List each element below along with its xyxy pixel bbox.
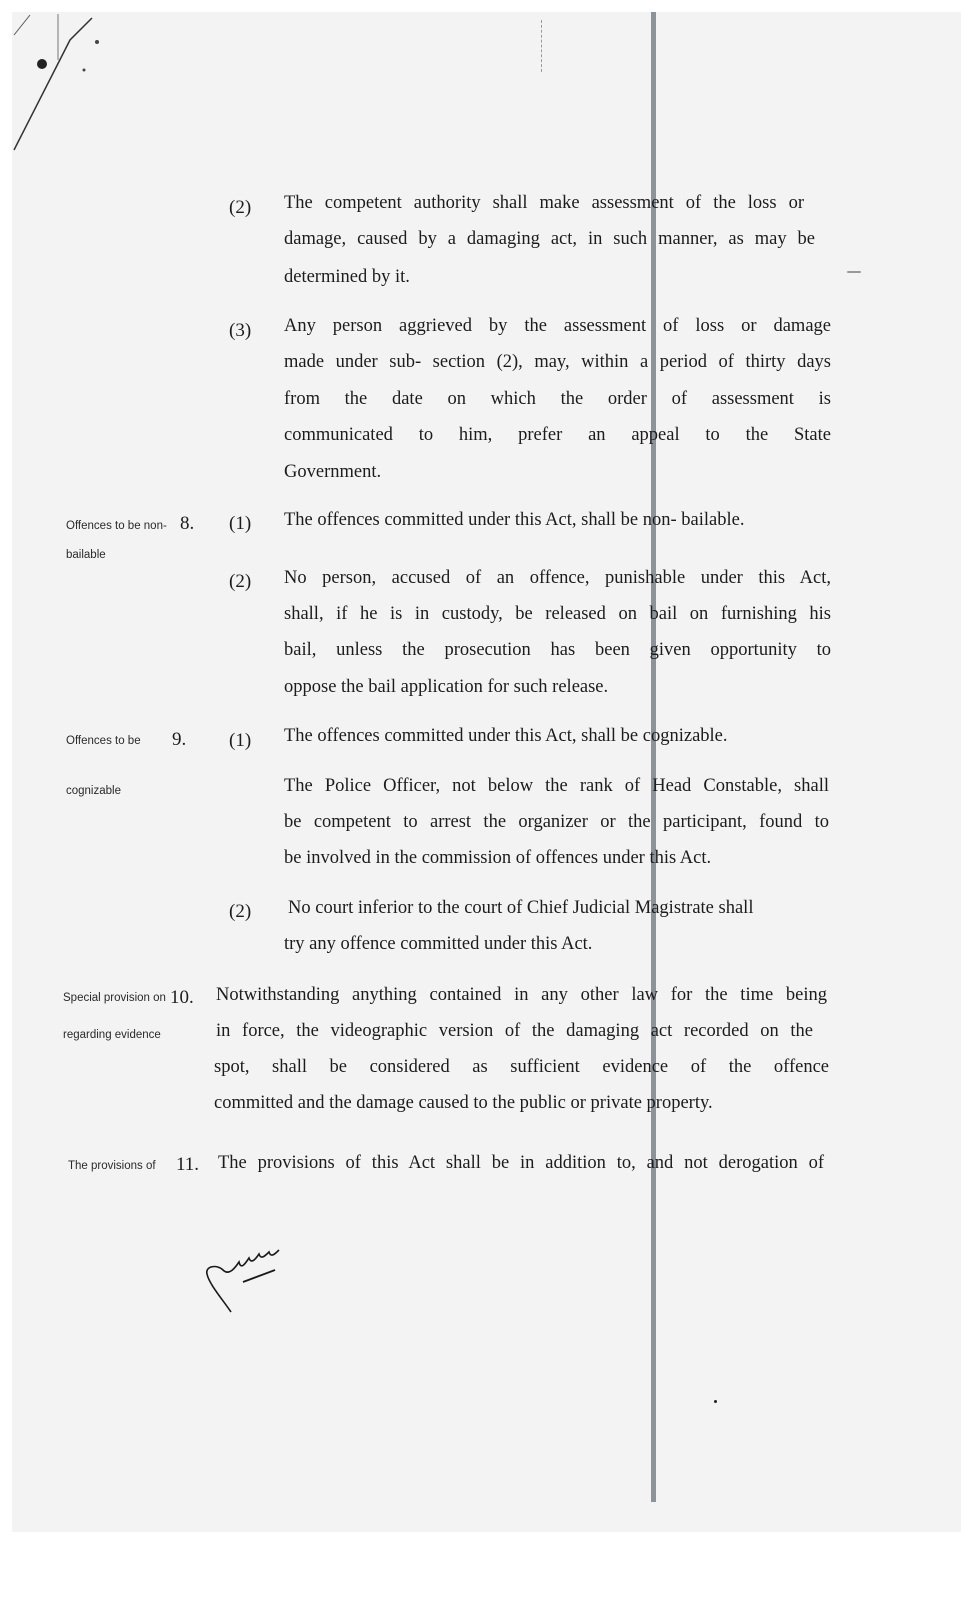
text-line: committed and the damage caused to the public or private property. bbox=[214, 1093, 713, 1113]
text-line: No person, accused of an offence, punishable under this Act, bbox=[284, 568, 831, 588]
margin-note: cognizable bbox=[66, 785, 121, 797]
text-line: damage, caused by a damaging act, in such manner, as may be bbox=[284, 229, 815, 249]
text-line: The competent authority shall make assessment of the loss or bbox=[284, 193, 804, 213]
fold-mark bbox=[541, 20, 543, 72]
text-line: oppose the bail application for such release. bbox=[284, 677, 609, 697]
text-line: in force, the videographic version of the damaging act recorded on the bbox=[216, 1021, 813, 1041]
text-line: be involved in the commission of offences under this Act. bbox=[284, 848, 712, 868]
text-line: Government. bbox=[284, 462, 382, 482]
paragraph-number: (1) bbox=[229, 730, 252, 751]
text-line: Any person aggrieved by the assessment of loss or damage bbox=[284, 316, 831, 336]
text-line: bail, unless the prosecution has been given opportunity to bbox=[284, 640, 831, 660]
text-line: The offences committed under this Act, shall be cognizable. bbox=[284, 726, 728, 746]
text-line: determined by it. bbox=[284, 267, 410, 287]
margin-note: Special provision on bbox=[63, 992, 166, 1004]
section-number: 8. bbox=[180, 513, 195, 534]
paragraph-number: (2) bbox=[229, 901, 252, 922]
margin-note: Offences to be non- bbox=[66, 520, 167, 532]
section-number: 10. bbox=[170, 987, 194, 1008]
text-line: No court inferior to the court of Chief Judicial Magistrate shall bbox=[288, 898, 754, 918]
section-number: 11. bbox=[176, 1154, 200, 1175]
text-line: try any offence committed under this Act. bbox=[284, 934, 593, 954]
paragraph-number: (2) bbox=[229, 571, 252, 592]
paragraph-number: (1) bbox=[229, 513, 252, 534]
scan-artifact-corner bbox=[0, 0, 110, 160]
text-line: The Police Officer, not below the rank of Head Constable, shall bbox=[284, 776, 829, 796]
text-line: be competent to arrest the organizer or the participant, found to bbox=[284, 812, 829, 832]
text-line: Notwithstanding anything contained in any other law for the time being bbox=[216, 985, 827, 1005]
text-line: spot, shall be considered as sufficient evidence of the offence bbox=[214, 1057, 829, 1077]
paragraph-number: (3) bbox=[229, 320, 252, 341]
text-line: from the date on which the order of assessment is bbox=[284, 389, 831, 409]
margin-note: The provisions of bbox=[68, 1160, 156, 1172]
margin-note: Offences to be bbox=[66, 735, 141, 747]
section-number: 9. bbox=[172, 729, 187, 750]
text-line: made under sub- section (2), may, within a period of thirty days bbox=[284, 352, 831, 372]
text-line: shall, if he is in custody, be released on bail on furnishing his bbox=[284, 604, 831, 624]
margin-note: regarding evidence bbox=[63, 1029, 161, 1041]
signature-mark bbox=[195, 1240, 295, 1320]
text-line: communicated to him, prefer an appeal to the State bbox=[284, 425, 831, 445]
speck bbox=[714, 1400, 717, 1403]
text-line: The offences committed under this Act, shall be non- bailable. bbox=[284, 510, 745, 530]
text-line: The provisions of this Act shall be in addition to, and not derogation of bbox=[218, 1153, 824, 1173]
paragraph-number: (2) bbox=[229, 197, 252, 218]
margin-note: bailable bbox=[66, 549, 106, 561]
speck bbox=[847, 271, 861, 273]
